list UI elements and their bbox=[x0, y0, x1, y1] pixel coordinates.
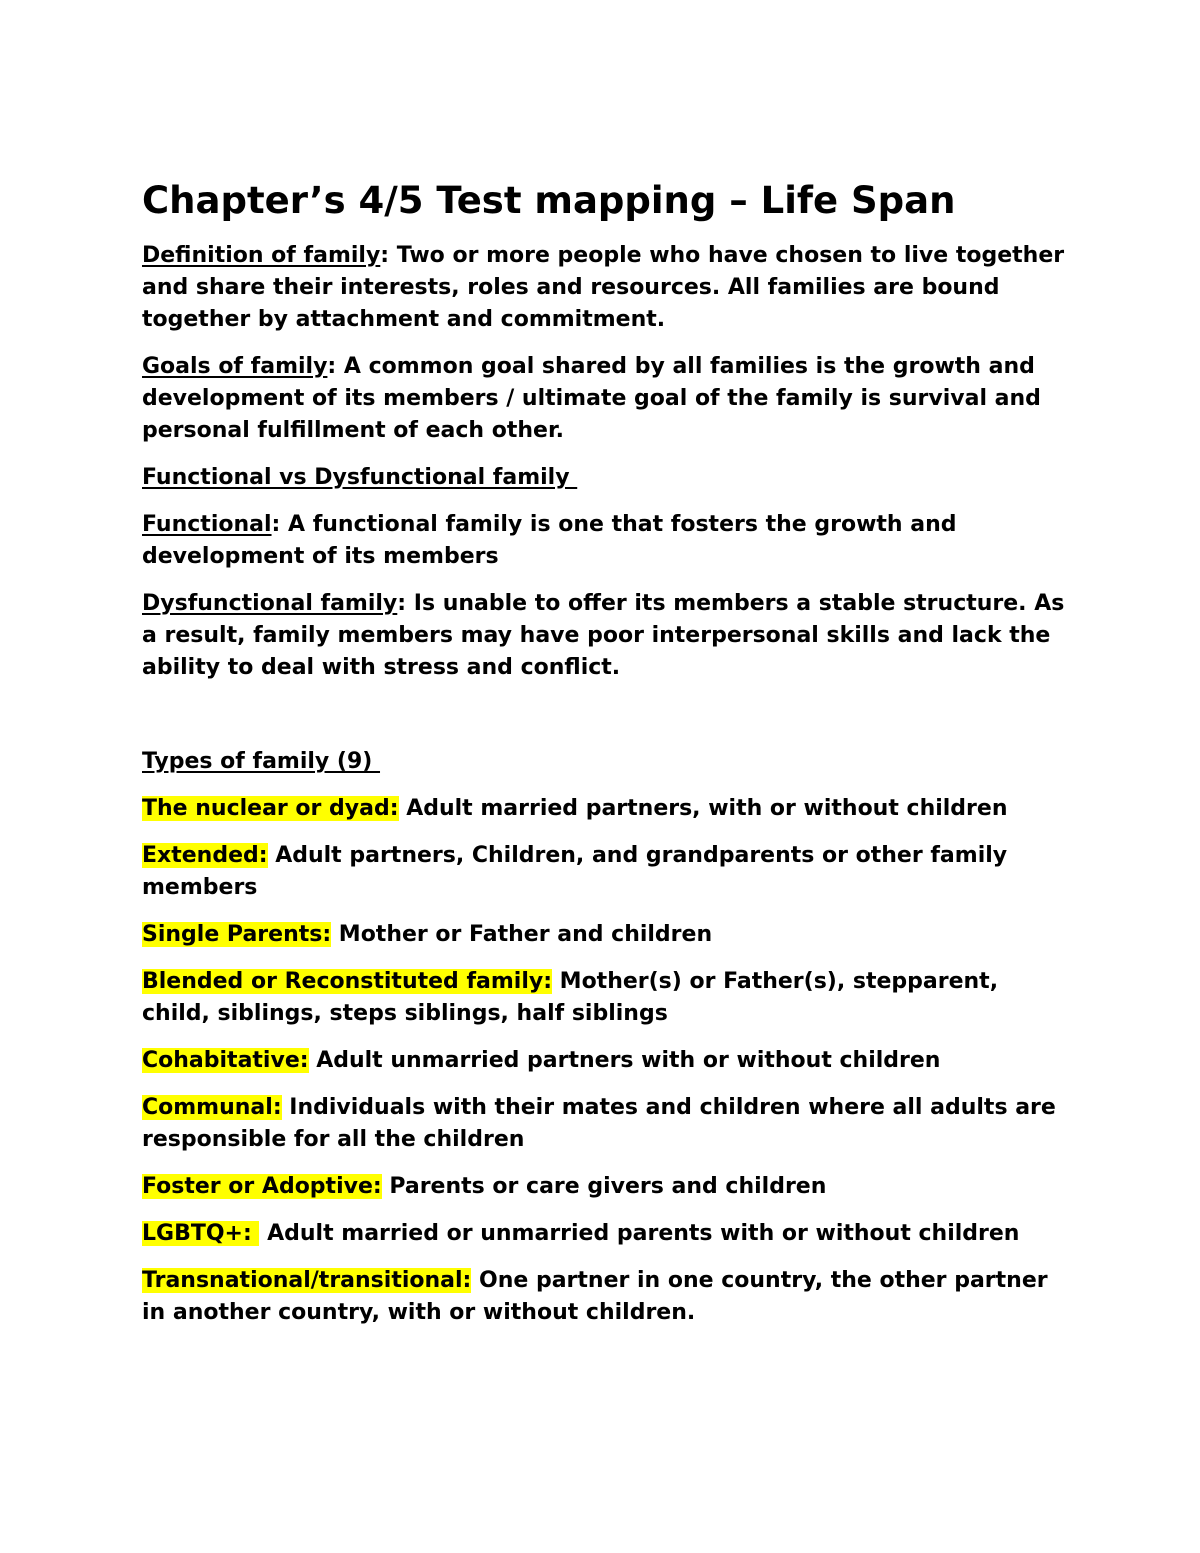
functional-sep: : bbox=[271, 512, 281, 537]
type-text: Individuals with their mates and children where all adults are responsible for all the children bbox=[142, 1095, 1056, 1152]
blank-line bbox=[142, 699, 1072, 746]
type-item-lgbtq bbox=[142, 1218, 1072, 1250]
type-item-communal bbox=[142, 1092, 1072, 1156]
type-text: Adult married or unmarried parents with or without children bbox=[259, 1221, 1020, 1246]
goals-term: Goals of family bbox=[142, 354, 328, 379]
dysfunctional-paragraph bbox=[142, 588, 1072, 684]
type-item-cohabitative bbox=[142, 1045, 1072, 1077]
functional-paragraph bbox=[142, 509, 1072, 573]
definition-sep: : bbox=[380, 243, 390, 268]
type-item-single-parents bbox=[142, 919, 1072, 951]
type-label: Blended or Reconstituted family: bbox=[142, 969, 553, 994]
type-text: Adult married partners, with or without children bbox=[398, 796, 1008, 821]
types-heading: Types of family (9) bbox=[142, 749, 381, 774]
type-label: Transnational/transitional: bbox=[142, 1268, 472, 1293]
type-text: Mother or Father and children bbox=[331, 922, 713, 947]
definition-paragraph bbox=[142, 240, 1072, 336]
type-item-foster bbox=[142, 1171, 1072, 1203]
type-label: Extended: bbox=[142, 843, 268, 868]
goals-text: A common goal shared by all families is the growth and development of its members / ultimate goal of the family is survival and personal fulfillment of each other. bbox=[142, 354, 1041, 443]
functional-term: Functional bbox=[142, 512, 272, 537]
type-text: Mother(s) or Father(s), stepparent, child, siblings, steps siblings, half siblings bbox=[142, 969, 999, 1026]
types-heading-paragraph bbox=[142, 746, 1072, 778]
dysfunctional-term: Dysfunctional family bbox=[142, 591, 398, 616]
type-label: LGBTQ+: bbox=[142, 1221, 260, 1246]
definition-text: Two or more people who have chosen to live together and share their interests, roles and resources. All families are bound together by attachment and commitment. bbox=[142, 243, 1065, 332]
functional-heading: Functional vs Dysfunctional family bbox=[142, 465, 578, 490]
type-text: Adult unmarried partners with or without children bbox=[308, 1048, 941, 1073]
type-label: The nuclear or dyad: bbox=[142, 796, 399, 821]
document-page bbox=[142, 178, 1072, 1344]
type-item-blended bbox=[142, 966, 1072, 1030]
type-item-nuclear bbox=[142, 793, 1072, 825]
goals-paragraph bbox=[142, 351, 1072, 447]
page-title: Chapter’s 4/5 Test mapping – Life Span bbox=[142, 179, 956, 222]
dysfunctional-text: Is unable to offer its members a stable structure. As a result, family members may have poor interpersonal skills and lack the ability to deal with stress and conflict. bbox=[142, 591, 1065, 680]
type-text: Parents or care givers and children bbox=[381, 1174, 827, 1199]
type-item-transnational bbox=[142, 1265, 1072, 1329]
dysfunctional-sep: : bbox=[397, 591, 407, 616]
type-item-extended bbox=[142, 840, 1072, 904]
type-label: Cohabitative: bbox=[142, 1048, 309, 1073]
definition-term: Definition of family bbox=[142, 243, 381, 268]
goals-sep: : bbox=[327, 354, 337, 379]
type-label: Foster or Adoptive: bbox=[142, 1174, 382, 1199]
type-label: Communal: bbox=[142, 1095, 282, 1120]
type-label: Single Parents: bbox=[142, 922, 332, 947]
functional-heading-paragraph bbox=[142, 462, 1072, 494]
functional-text: A functional family is one that fosters the growth and development of its members bbox=[142, 512, 957, 569]
type-text: Adult partners, Children, and grandparents or other family members bbox=[142, 843, 1008, 900]
type-text: One partner in one country, the other partner in another country, with or without children. bbox=[142, 1268, 1048, 1325]
